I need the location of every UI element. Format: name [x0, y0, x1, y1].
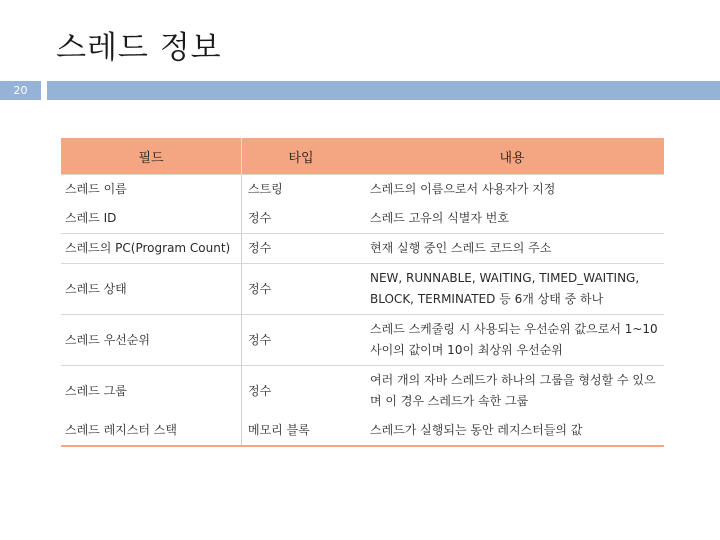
type-cell: 정수 — [242, 315, 361, 366]
type-cell: 정수 — [242, 204, 361, 234]
content-cell: NEW, RUNNABLE, WAITING, TIMED_WAITING, BLOCK, TERMINATED 등 6개 상태 중 하나 — [360, 264, 664, 315]
table-row — [61, 264, 664, 315]
field-cell: 스레드 이름 — [61, 175, 242, 205]
field-cell: 스레드 레지스터 스택 — [61, 416, 242, 446]
field-cell: 스레드 그룹 — [61, 366, 242, 417]
header-bar — [47, 81, 720, 100]
type-cell: 정수 — [242, 234, 361, 264]
table-row — [61, 366, 664, 417]
table-row — [61, 315, 664, 366]
thread-info-table — [61, 138, 664, 447]
type-cell: 정수 — [248, 383, 272, 398]
slide-title: 스레드 정보 — [56, 30, 222, 66]
page-number: 20 — [0, 81, 41, 100]
table-row — [61, 416, 664, 446]
content-cell: 현재 실행 중인 스레드 코드의 주소 — [360, 234, 664, 264]
content-cell: 여러 개의 자바 스레드가 하나의 그룹을 형성할 수 있으며 이 경우 스레드가 속한 그룹 — [370, 373, 656, 408]
header-type: 타입 — [242, 138, 361, 175]
field-cell: 스레드의 PC(Program Count) — [61, 234, 242, 264]
content-cell: 스레드 고유의 식별자 번호 — [360, 204, 664, 234]
type-cell: 정수 — [242, 264, 361, 315]
table-header-row — [61, 138, 664, 175]
field-cell: 스레드 ID — [61, 204, 242, 234]
header-content: 내용 — [360, 138, 664, 175]
field-cell: 스레드 상태 — [61, 264, 242, 315]
content-cell: 스레드 스케줄링 시 사용되는 우선순위 값으로서 1~10 사이의 값이며 10이 최상위 우선순위 — [360, 315, 664, 366]
field-cell: 스레드 우선순위 — [61, 315, 242, 366]
table-row — [61, 234, 664, 264]
content-cell: 스레드가 실행되는 동안 레지스터들의 값 — [370, 423, 583, 437]
type-cell: 메모리 블록 — [248, 423, 310, 437]
table-row — [61, 204, 664, 234]
type-cell: 스트링 — [248, 182, 283, 196]
table-row — [61, 175, 664, 205]
header-field: 필드 — [61, 138, 242, 175]
content-cell: 스레드의 이름으로서 사용자가 지정 — [370, 182, 556, 196]
